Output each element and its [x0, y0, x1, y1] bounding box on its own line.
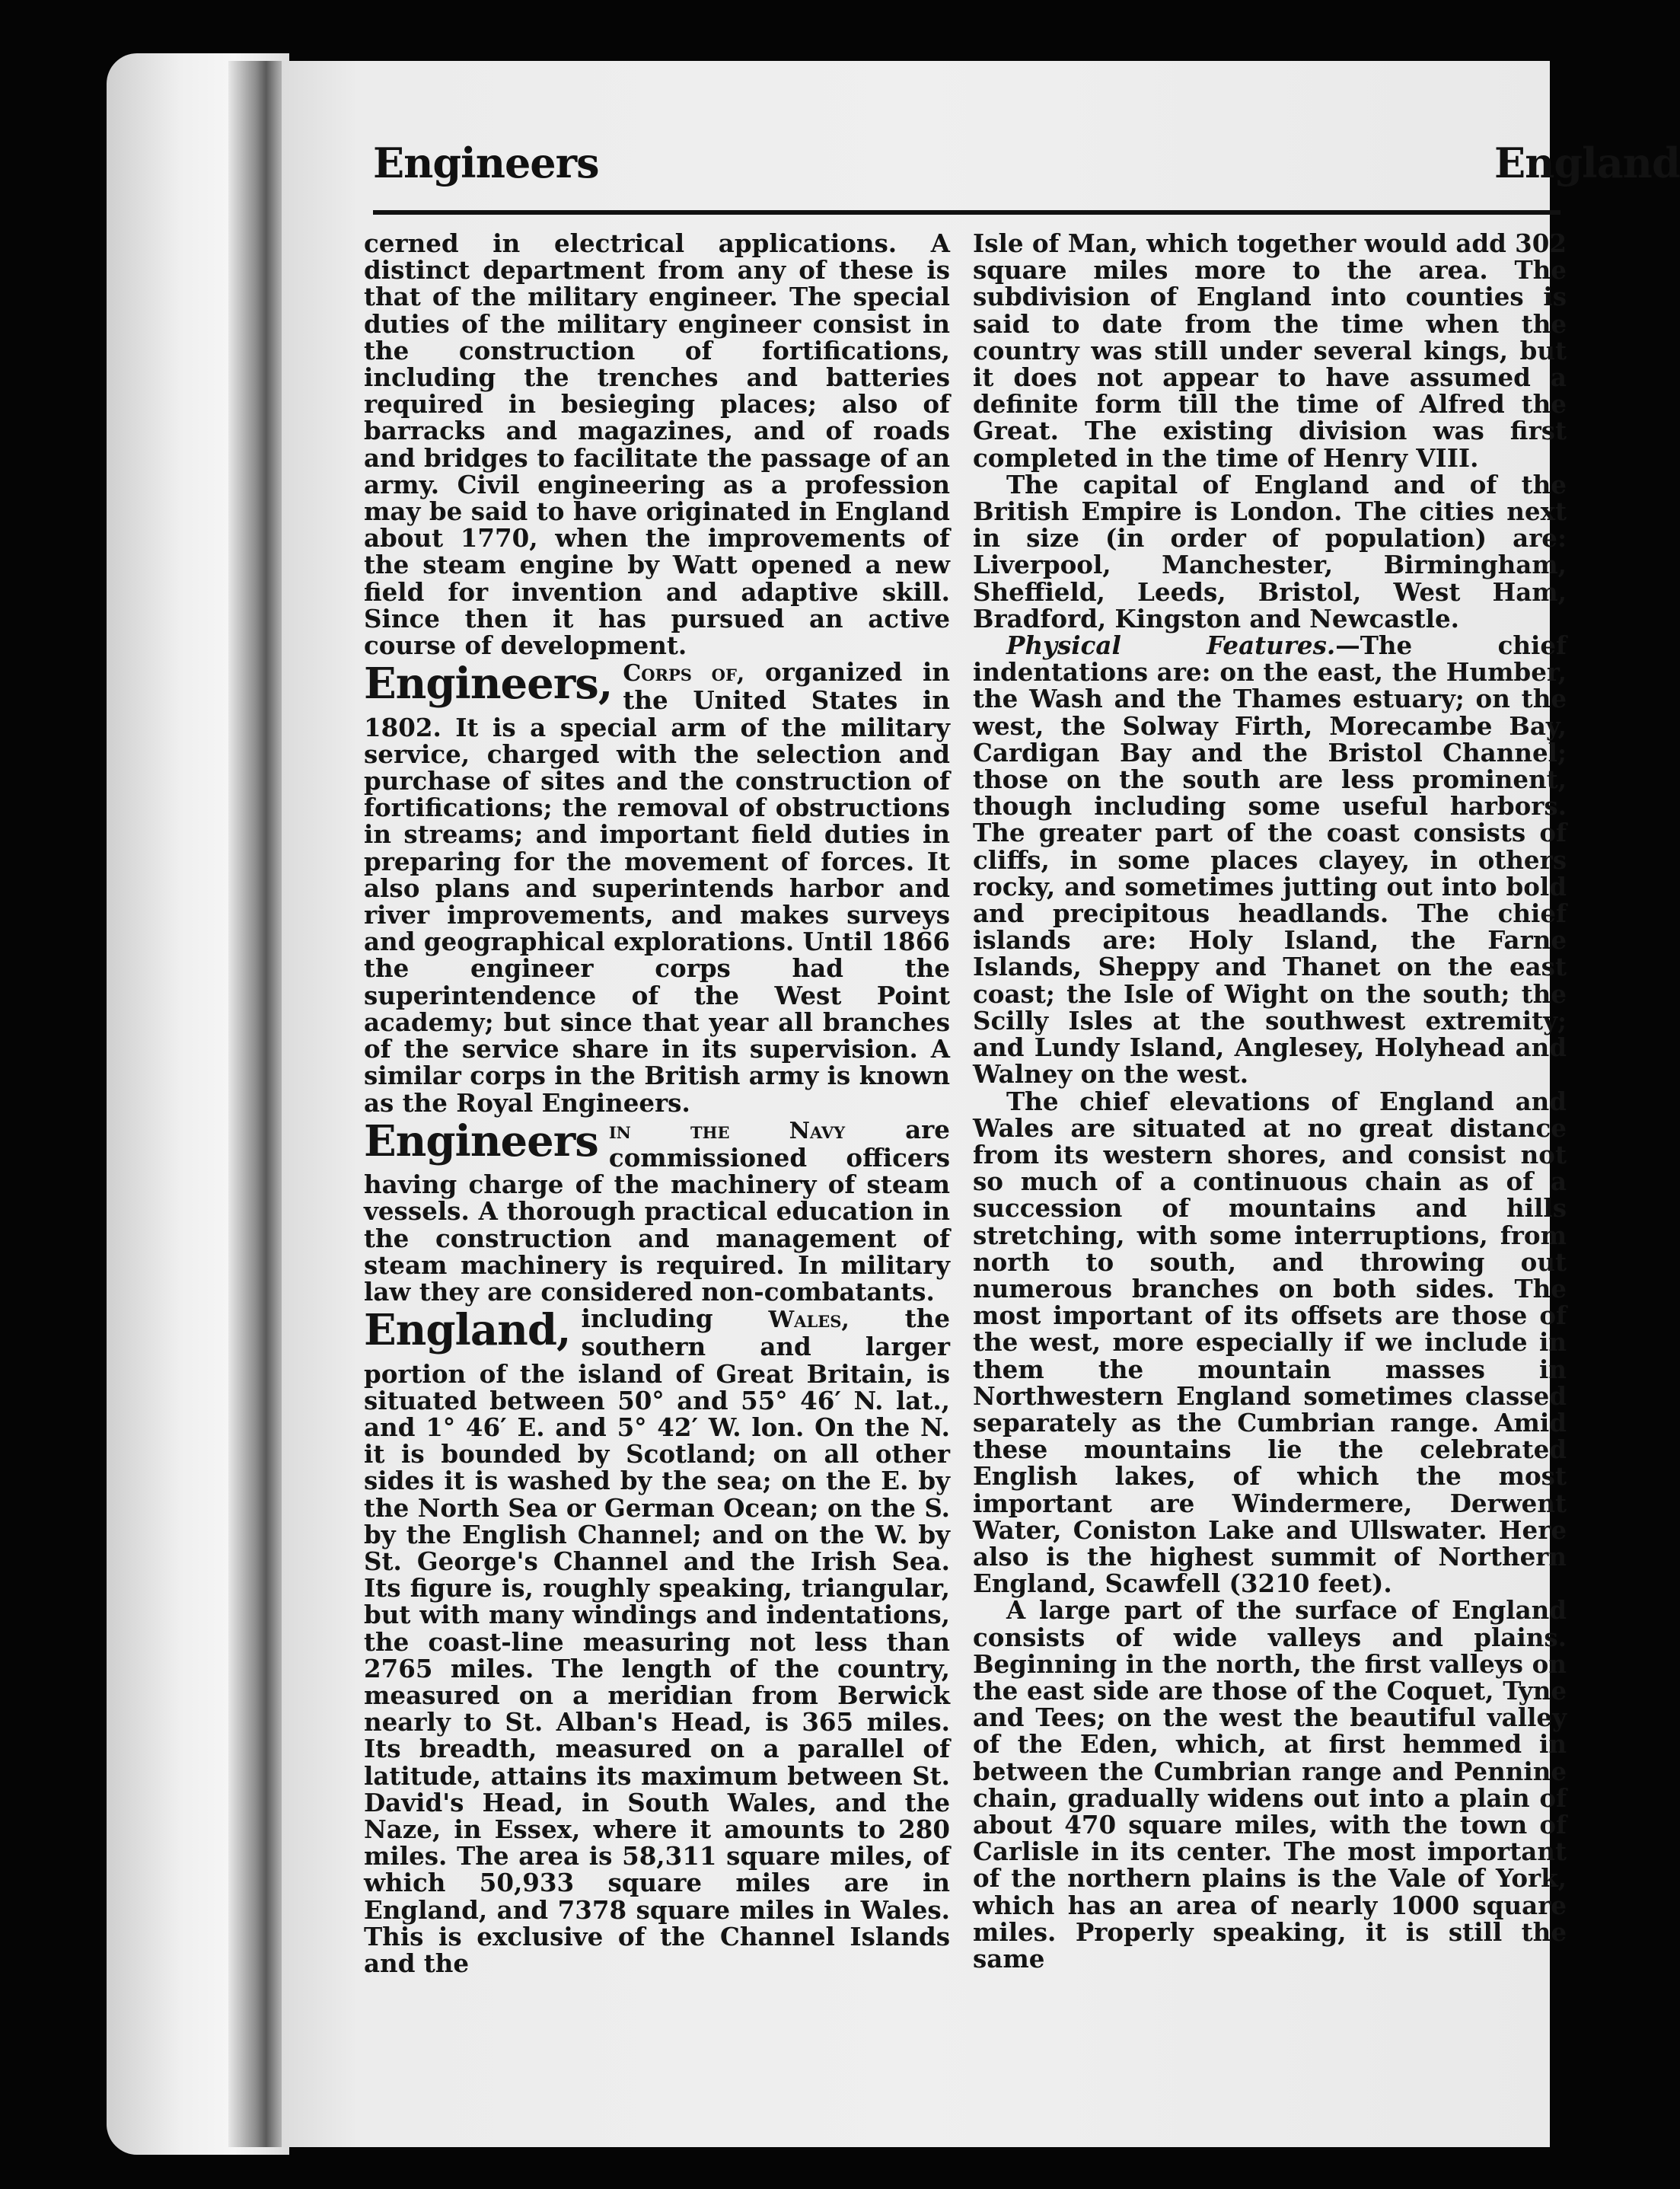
entry-headword: England,: [364, 1305, 571, 1356]
paragraph: The chief elevations of England and Wales are situated at no great distance from its western shores, and consist not so much of a continuous chain as of a succession of mountains and hills stretching, with some interruptions, from north to south, and throwing out numerous branches on both sides. The most important of its offsets are those of the west, more especially if we include in them the mountain masses in Northwestern England sometimes classed separately as the Cumbrian range. Amid these mountains lie the celebrated English lakes, of which the most important are Windermere, Derwent Water, Coniston Lake and Ullswater. Here also is the highest summit of Northern England, Scawfell (3210 feet).: [973, 1086, 1567, 1599]
book-page: [282, 61, 1680, 2147]
right-column: [973, 230, 1567, 1972]
entry-text: are commissioned officers having charge of the machinery of steam vessels. A thorough practical education in the construction and management of steam machinery is required. In military law they are considered non-combatants.: [364, 1114, 950, 1307]
running-head-right: England: [1494, 139, 1680, 187]
section-label: Physical Features.: [1006, 630, 1336, 661]
entry-engineers-navy: [364, 1116, 950, 1305]
entry-subhead: in the Navy: [608, 1117, 846, 1144]
running-head-left: Engineers: [373, 139, 599, 187]
paragraph-text: —The chief indentations are: on the east, the Humber, the Wash and the Thames estuary; on the west, the Solway Firth, Morecambe Bay, Cardigan Bay and the Bristol Channel; those on the south are less prominent, though including some useful harbors. The greater part of the coast consists of cliffs, in some places clayey, in others rocky, and sometimes jutting out into bold and precipitous headlands. The chief islands are: Holy Island, the Farne Islands, Sheppy and Thanet on the east coast; the Isle of Wight on the south; the Scilly Isles at the southwest extremity; and Lundy Island, Anglesey, Holyhead and Walney on the west.: [973, 630, 1567, 1090]
paragraph: cerned in electrical applications. A distinct department from any of these is that of the military engineer. The special duties of the military engineer consist in the construction of fortifications, including the trenches and batteries required in besieging places; also of barracks and magazines, and of roads and bridges to facilitate the passage of an army. Civil engineering as a profession may be said to have originated in England about 1770, when the improvements of the steam engine by Watt opened a new field for invention and adaptive skill. Since then it has pursued an active course of development.: [364, 228, 950, 661]
entry-text: organized in the United States in 1802. It is a special arm of the military service, charged with the selection and purchase of sites and the construction of fortifications; the removal of obstructions in streams; and important field duties in preparing for the movement of forces. It also plans and superintends harbor and river improvements, and makes surveys and geographical explorations. Until 1866 the engineer corps had the superintendence of the West Point academy; but since that year all branches of the service share in its supervision. A similar corps in the British army is known as the Royal Engineers.: [364, 657, 950, 1118]
entry-subhead: Corps of,: [623, 660, 745, 688]
entry-text: the southern and larger portion of the island of Great Britain, is situated between 50° and 55° 46′ N. lat., and 1° 46′ E. and 5° 42′ W. lon. On the N. it is bounded by Scotland; on all other sides it is washed by the sea; on the E. by the North Sea or German Ocean; on the S. by the English Channel; and on the W. by St. George's Channel and the Irish Sea. Its figure is, roughly speaking, triangular, but with many windings and indentations, the coast-line measuring not less than 2765 miles. The length of the country, measured on a meridian from Berwick nearly to St. Alban's Head, is 365 miles. Its breadth, measured on a parallel of latitude, attains its maximum between St. David's Head, in South Wales, and the Naze, in Essex, where it amounts to 280 miles. The area is 58,311 square miles, of which 50,933 square miles are in England, and 7378 square miles in Wales. This is exclusive of the Channel Islands and the: [364, 1304, 951, 1978]
entry-engineers-corps: [364, 657, 950, 1118]
entry-text: including: [581, 1304, 769, 1334]
left-column: [364, 230, 950, 1977]
paragraph: Isle of Man, which together would add 302 square miles more to the area. The subdivision of England into counties is said to date from the time when the country was still under several kings, but it does not appear to have assumed a definite form till the time of Alfred the Great. The existing division was first completed in the time of Henry VIII.: [973, 228, 1567, 473]
paragraph-physical-features: [973, 630, 1567, 1090]
header-rule: [373, 210, 1560, 215]
entry-headword: Engineers,: [364, 659, 613, 710]
entry-england: [364, 1305, 950, 1977]
entry-headword: Engineers: [364, 1115, 598, 1166]
paragraph: A large part of the surface of England consists of wide valleys and plains. Beginning in the north, the first valleys on the east side are those of the Coquet, Tyne and Tees; on the west the beautiful valley of the Eden, which, at first hemmed in between the Cumbrian range and Pennine chain, gradually widens out into a plain of about 470 square miles, with the town of Carlisle in its center. The most important of the northern plains is the Vale of York, which has an area of nearly 1000 square miles. Properly speaking, it is still the same: [973, 1595, 1567, 1974]
running-head: [373, 139, 1680, 199]
paragraph: The capital of England and of the British Empire is London. The cities next in size (in order of population) are: Liverpool, Manchester, Birmingham, Sheffield, Leeds, Bristol, West Ham, Bradford, Kingston and Newcastle.: [973, 469, 1567, 633]
entry-subhead: Wales,: [768, 1307, 850, 1334]
